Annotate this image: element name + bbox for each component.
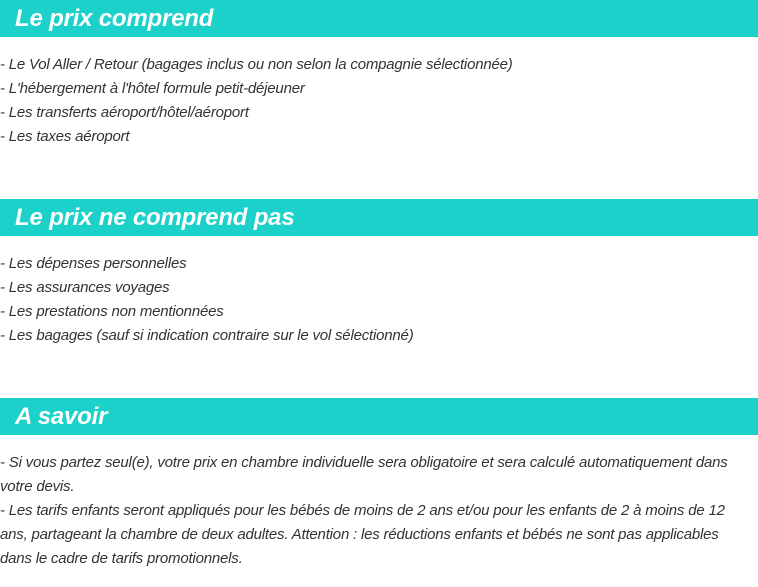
section-body — [0, 236, 758, 348]
list-item: - Les bagages (sauf si indication contraire sur le vol sélectionné) — [0, 327, 414, 344]
section-header — [0, 0, 758, 37]
list-item: - Les prestations non mentionnées — [0, 303, 224, 320]
list-item: - Les transferts aéroport/hôtel/aéroport — [0, 104, 249, 121]
list-item: - Les taxes aéroport — [0, 128, 130, 145]
list-item: - Si vous partez seul(e), votre prix en chambre individuelle sera obligatoire et sera calculé automatiquement dans votre devis. — [0, 454, 728, 495]
section-prix-comprend — [0, 0, 758, 199]
section-body — [0, 435, 758, 571]
list-item: - Les assurances voyages — [0, 279, 170, 296]
list-item: - L'hébergement à l'hôtel formule petit-déjeuner — [0, 80, 305, 97]
section-title: Le prix ne comprend pas — [15, 204, 295, 231]
list-item: - Les tarifs enfants seront appliqués pour les bébés de moins de 2 ans et/ou pour les enfants de 2 à moins de 12 ans, partageant la chambre de deux adultes. Attention : les réductions enfants et bébés ne sont pas applicables dans le cadre de tarifs promotionnels. — [0, 502, 725, 567]
section-header — [0, 199, 758, 236]
section-title: Le prix comprend — [15, 5, 214, 32]
list-item: - Le Vol Aller / Retour (bagages inclus ou non selon la compagnie sélectionnée) — [0, 56, 513, 73]
section-a-savoir — [0, 398, 758, 571]
list-item: - Les dépenses personnelles — [0, 255, 187, 272]
section-header — [0, 398, 758, 435]
section-prix-ne-comprend — [0, 199, 758, 398]
section-body — [0, 37, 758, 149]
section-title: A savoir — [15, 403, 108, 430]
